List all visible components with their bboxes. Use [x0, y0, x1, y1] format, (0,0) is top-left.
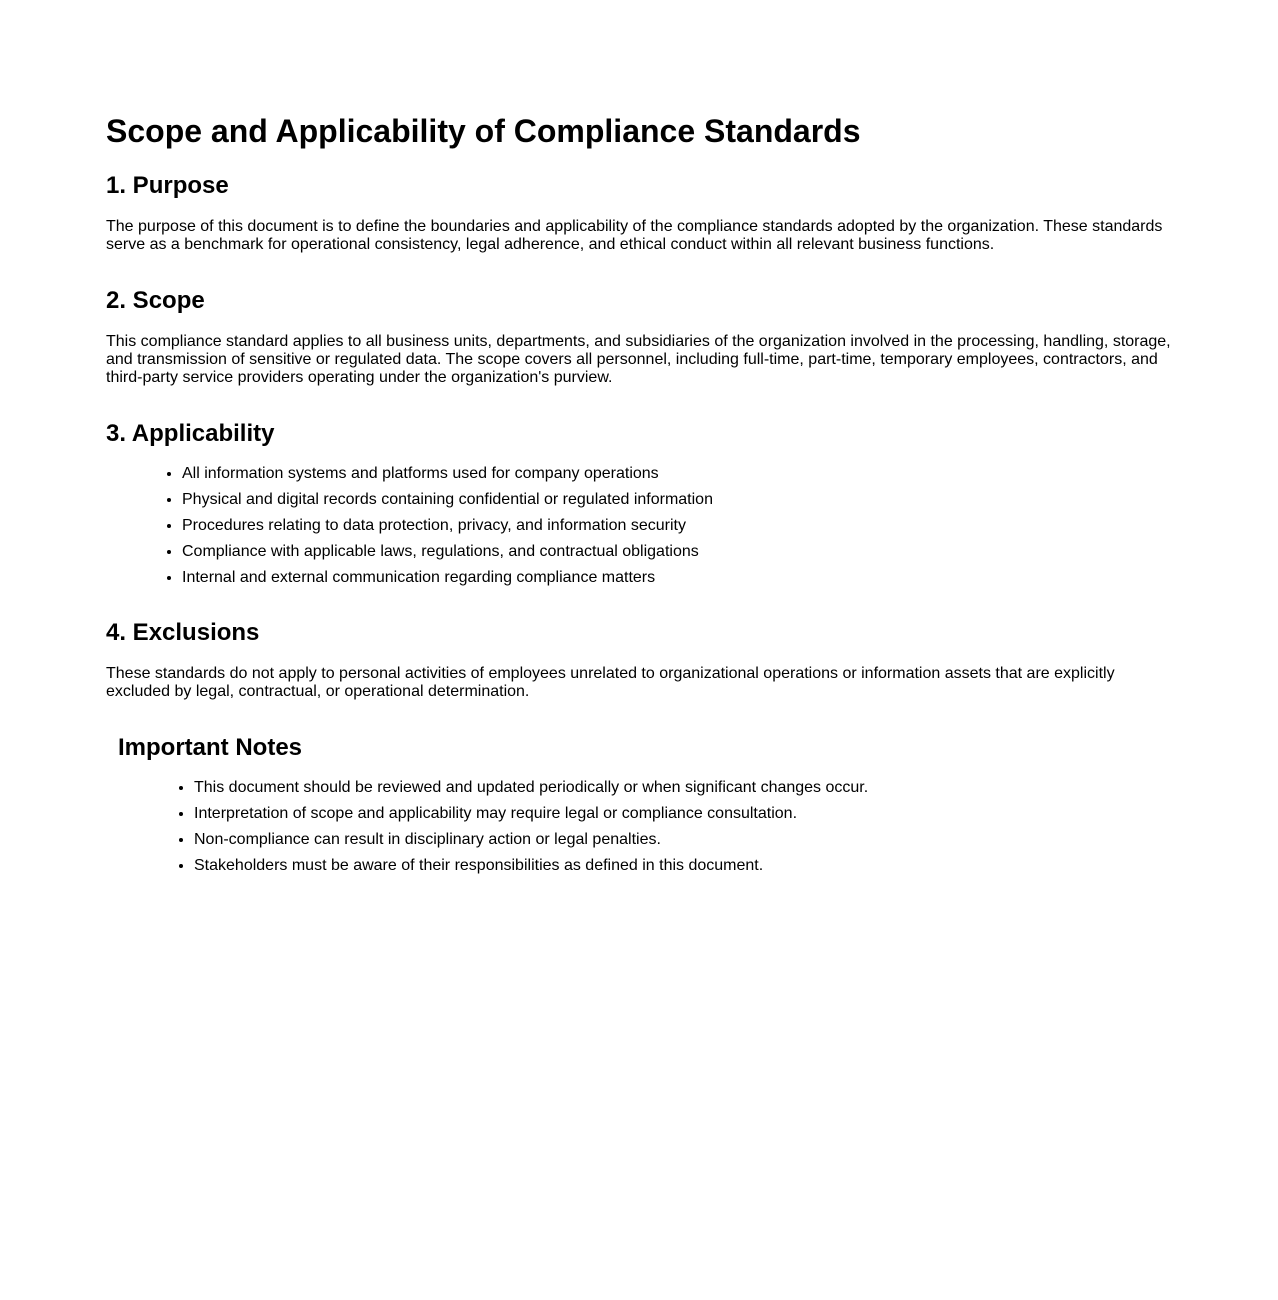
list-item: • Interpretation of scope and applicability may require legal or compliance consultation.	[194, 805, 1172, 823]
section-scope	[106, 287, 1172, 387]
notes-heading: Important Notes	[118, 734, 303, 761]
list-item: • This document should be reviewed and updated periodically or when significant changes occur.	[194, 779, 1172, 797]
section-exclusions	[106, 619, 1172, 701]
list-item: • All information systems and platforms used for company operations	[182, 465, 1172, 483]
list-item: • Non-compliance can result in disciplinary action or legal penalties.	[194, 831, 1172, 849]
page-title: Scope and Applicability of Compliance Standards	[106, 113, 861, 149]
section-purpose	[106, 172, 1172, 254]
purpose-heading: 1. Purpose	[106, 172, 229, 199]
applicability-list	[106, 465, 1172, 587]
exclusions-text: These standards do not apply to personal activities of employees unrelated to organizational operations or information assets that are explicitly excluded by legal, contractual, or operational determination.	[106, 665, 1115, 700]
scope-text: This compliance standard applies to all business units, departments, and subsidiaries of the organization involved in the processing, handling, storage, and transmission of sensitive or regulated data. The scope covers all personnel, including full-time, part-time, temporary employees, contractors, and third-party service providers operating under the organization's purview.	[106, 333, 1171, 386]
list-item: • Physical and digital records containing confidential or regulated information	[182, 491, 1172, 509]
list-item: • Stakeholders must be aware of their responsibilities as defined in this document.	[194, 857, 1172, 875]
notes-list	[118, 779, 1172, 875]
exclusions-heading: 4. Exclusions	[106, 619, 260, 646]
list-item: • Compliance with applicable laws, regulations, and contractual obligations	[182, 543, 1172, 561]
list-item: • Internal and external communication regarding compliance matters	[182, 569, 1172, 587]
list-item: • Procedures relating to data protection, privacy, and information security	[182, 517, 1172, 535]
section-applicability	[106, 420, 1172, 587]
purpose-text: The purpose of this document is to define the boundaries and applicability of the compliance standards adopted by the organization. These standards serve as a benchmark for operational consistency, legal adherence, and ethical conduct within all relevant business functions.	[106, 218, 1163, 253]
applicability-heading: 3. Applicability	[106, 420, 275, 447]
scope-heading: 2. Scope	[106, 287, 205, 314]
important-notes	[106, 734, 1172, 875]
